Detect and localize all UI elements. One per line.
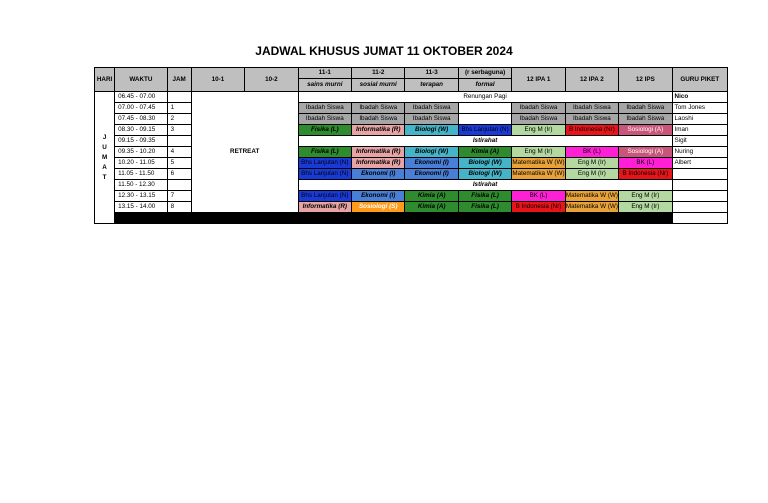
class-cell: Sosiologi (A) xyxy=(619,147,672,158)
time-cell: 13.15 - 14.00 xyxy=(115,202,167,213)
period-cell: 5 xyxy=(167,158,191,169)
class-cell: Ibadah Siswa xyxy=(352,114,405,125)
time-cell: 07.45 - 08.30 xyxy=(115,114,167,125)
footer-bar xyxy=(115,213,672,224)
class-cell: Eng M (Ir) xyxy=(619,202,672,213)
class-cell: Eng M (Ir) xyxy=(512,125,565,136)
class-cell: Ibadah Siswa xyxy=(565,103,618,114)
class-cell: Ibadah Siswa xyxy=(565,114,618,125)
class-cell: B Indonesia (Nr) xyxy=(619,169,672,180)
class-cell: BK (L) xyxy=(512,191,565,202)
header-12-ipa-2: 12 IPA 2 xyxy=(565,68,618,92)
class-cell xyxy=(458,114,511,125)
table-row xyxy=(95,136,728,147)
class-cell: Bhs Lanjutan (N) xyxy=(458,125,511,136)
class-cell xyxy=(458,103,511,114)
subheader-serbaguna: formal xyxy=(458,79,511,92)
class-cell: Ibadah Siswa xyxy=(405,114,458,125)
class-cell: Ibadah Siswa xyxy=(298,103,351,114)
header-10-1: 10-1 xyxy=(191,68,244,92)
table-footer-bar xyxy=(95,213,728,224)
class-cell: Biologi (W) xyxy=(458,158,511,169)
class-cell: Eng M (Ir) xyxy=(619,191,672,202)
header-11-1: 11-1 xyxy=(298,68,351,79)
class-cell: Ibadah Siswa xyxy=(512,103,565,114)
class-cell: Kimia (A) xyxy=(458,147,511,158)
class-cell: Informatika (R) xyxy=(352,147,405,158)
period-cell xyxy=(167,180,191,191)
class-cell: Sosiologi (A) xyxy=(619,125,672,136)
guru-cell xyxy=(672,213,727,224)
time-cell: 09.35 - 10.20 xyxy=(115,147,167,158)
table-row xyxy=(95,147,728,158)
class-cell: Ibadah Siswa xyxy=(352,103,405,114)
time-cell: 11.50 - 12.30 xyxy=(115,180,167,191)
guru-cell xyxy=(672,191,727,202)
class-cell: Ibadah Siswa xyxy=(512,114,565,125)
class-cell: BK (L) xyxy=(565,147,618,158)
class-cell: Bhs Lanjutan (N) xyxy=(298,158,351,169)
class-cell: Ibadah Siswa xyxy=(405,103,458,114)
guru-cell xyxy=(672,202,727,213)
subheader-11-3: terapan xyxy=(405,79,458,92)
guru-cell xyxy=(672,180,727,191)
table-row xyxy=(95,158,728,169)
class-cell: B Indonesia (Nr) xyxy=(512,202,565,213)
period-cell xyxy=(167,136,191,147)
period-cell: 3 xyxy=(167,125,191,136)
guru-cell: Iman xyxy=(672,125,727,136)
guru-cell: Laoshi xyxy=(672,114,727,125)
class-cell: Fisika (L) xyxy=(298,125,351,136)
class-cell: Matematika W (W) xyxy=(565,191,618,202)
guru-cell: Nico xyxy=(672,92,727,103)
class-cell: Matematika W (W) xyxy=(512,158,565,169)
class-cell: Eng M (Ir) xyxy=(512,147,565,158)
class-cell: Ekonomi (I) xyxy=(352,169,405,180)
subheader-11-2: sosial murni xyxy=(352,79,405,92)
class-cell: Ekonomi (I) xyxy=(352,191,405,202)
period-cell: 7 xyxy=(167,191,191,202)
header-guru-piket: GURU PIKET xyxy=(672,68,727,92)
table-row xyxy=(95,202,728,213)
guru-cell: Nuring xyxy=(672,147,727,158)
break-cell: Istirahat xyxy=(298,136,672,147)
time-cell: 09.15 - 09.35 xyxy=(115,136,167,147)
header-10-2: 10-2 xyxy=(245,68,298,92)
break-cell: Istirahat xyxy=(298,180,672,191)
guru-cell: Sigit xyxy=(672,136,727,147)
day-letter: A xyxy=(102,163,107,171)
period-cell: 4 xyxy=(167,147,191,158)
event-cell: Renungan Pagi xyxy=(298,92,672,103)
table-row xyxy=(95,103,728,114)
class-cell: Kimia (A) xyxy=(405,191,458,202)
period-cell: 1 xyxy=(167,103,191,114)
class-cell: Ibadah Siswa xyxy=(619,103,672,114)
class-cell: Ibadah Siswa xyxy=(298,114,351,125)
header-jam: JAM xyxy=(167,68,191,92)
class-cell: Bhs Lanjutan (N) xyxy=(298,169,351,180)
header-12-ips: 12 IPS xyxy=(619,68,672,92)
time-cell: 06.45 - 07.00 xyxy=(115,92,167,103)
class-cell: Kimia (A) xyxy=(405,202,458,213)
class-cell: Biologi (W) xyxy=(405,147,458,158)
day-letter: J xyxy=(102,133,107,141)
class-cell: Fisika (L) xyxy=(298,147,351,158)
class-cell: Informatika (R) xyxy=(352,158,405,169)
day-letter: T xyxy=(102,173,107,181)
class-cell: Ekonomi (I) xyxy=(405,158,458,169)
schedule-table xyxy=(94,67,728,224)
header-hari: HARI xyxy=(95,68,115,92)
subheader-11-1: sains murni xyxy=(298,79,351,92)
table-row xyxy=(95,191,728,202)
class-cell: Biologi (W) xyxy=(405,125,458,136)
header-row xyxy=(95,68,728,79)
header-11-2: 11-2 xyxy=(352,68,405,79)
class-cell: Fisika (L) xyxy=(458,202,511,213)
class-cell: Eng M (Ir) xyxy=(565,158,618,169)
guru-cell: Albert xyxy=(672,158,727,169)
day-letter: M xyxy=(101,153,108,161)
class-cell: Biologi (W) xyxy=(458,169,511,180)
table-row xyxy=(95,180,728,191)
class-cell: Sosiologi (S) xyxy=(352,202,405,213)
guru-cell xyxy=(672,169,727,180)
time-cell: 10.20 - 11.05 xyxy=(115,158,167,169)
period-cell: 8 xyxy=(167,202,191,213)
class-cell: Informatika (R) xyxy=(352,125,405,136)
guru-cell: Tom Jones xyxy=(672,103,727,114)
header-11-3: 11-3 xyxy=(405,68,458,79)
retreat-label: RETREAT xyxy=(191,92,298,213)
period-cell: 2 xyxy=(167,114,191,125)
table-row xyxy=(95,114,728,125)
time-cell: 11.05 - 11.50 xyxy=(115,169,167,180)
class-cell: BK (L) xyxy=(619,158,672,169)
schedule-title: JADWAL KHUSUS JUMAT 11 OKTOBER 2024 xyxy=(255,44,513,58)
class-cell: Informatika (R) xyxy=(298,202,351,213)
day-label xyxy=(95,92,115,224)
table-row xyxy=(95,169,728,180)
header-12-ipa-1: 12 IPA 1 xyxy=(512,68,565,92)
class-cell: Eng M (Ir) xyxy=(565,169,618,180)
day-letter: U xyxy=(102,143,107,151)
time-cell: 07.00 - 07.45 xyxy=(115,103,167,114)
header-serbaguna: (r serbaguna) xyxy=(458,68,511,79)
class-cell: B Indonesia (Nr) xyxy=(565,125,618,136)
class-cell: Bhs Lanjutan (N) xyxy=(298,191,351,202)
class-cell: Fisika (L) xyxy=(458,191,511,202)
class-cell: Matematika W (W) xyxy=(512,169,565,180)
time-cell: 12.30 - 13.15 xyxy=(115,191,167,202)
class-cell: Matematika W (W) xyxy=(565,202,618,213)
class-cell: Ibadah Siswa xyxy=(619,114,672,125)
period-cell xyxy=(167,92,191,103)
table-row xyxy=(95,92,728,103)
header-waktu: WAKTU xyxy=(115,68,167,92)
table-row xyxy=(95,125,728,136)
time-cell: 08.30 - 09.15 xyxy=(115,125,167,136)
class-cell: Ekonomi (I) xyxy=(405,169,458,180)
period-cell: 6 xyxy=(167,169,191,180)
